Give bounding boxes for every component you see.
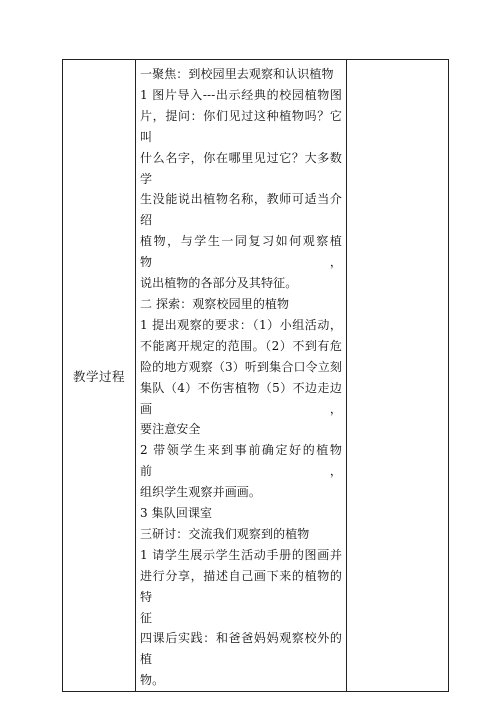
content-line: 三研讨：交流我们观察到的植物: [140, 526, 310, 541]
lesson-plan-table: [62, 59, 449, 692]
content-line: 征: [140, 610, 153, 625]
content-line: 不能离开规定的范围。（2）不到有危: [140, 338, 342, 353]
content-line: 二 探索：观察校园里的植物: [140, 296, 290, 311]
content-line: 四课后实践：和爸爸妈妈观察校外的植: [140, 631, 342, 667]
content-line: 片，提问：你们见过这种植物吗？它叫: [140, 108, 342, 144]
content-line: 组织学生观察并画画。: [140, 485, 262, 500]
content-line: 要注意安全: [140, 422, 201, 437]
content-line: 集队（4）不伤害植物（5）不边走边画，: [140, 380, 342, 416]
content-line: 险的地方观察（3）听到集合口令立刻: [140, 359, 342, 374]
content-line: 一聚焦：到校园里去观察和认识植物: [140, 67, 334, 81]
content-line: 1 图片导入---出示经典的校园植物图: [140, 87, 342, 102]
content-line: 植物，与学生一同复习如何观察植物，: [140, 234, 342, 270]
teaching-process-row: [63, 60, 449, 692]
notes-cell: [347, 60, 449, 692]
content-lines: [140, 64, 342, 691]
content-line: 生没能说出植物名称，教师可适当介绍: [140, 192, 342, 228]
content-line: 3 集队回课室: [140, 506, 213, 521]
content-line: 说出植物的各部分及其特征。: [140, 276, 298, 291]
content-line: 什么名字，你在哪里见过它？大多数学: [140, 150, 342, 186]
content-line: 1 提出观察的要求：（1）小组活动，: [140, 317, 342, 332]
content-line: 2 带领学生来到事前确定好的植物前，: [140, 443, 342, 479]
content-line: 进行分享，描述自己画下来的植物的特: [140, 568, 342, 604]
row-label: 教学过程: [72, 369, 125, 385]
content-line: 1 请学生展示学生活动手册的图画并: [140, 547, 342, 562]
row-label-cell: [63, 60, 136, 692]
content-line: 物。: [140, 673, 165, 688]
content-cell: [136, 60, 347, 692]
